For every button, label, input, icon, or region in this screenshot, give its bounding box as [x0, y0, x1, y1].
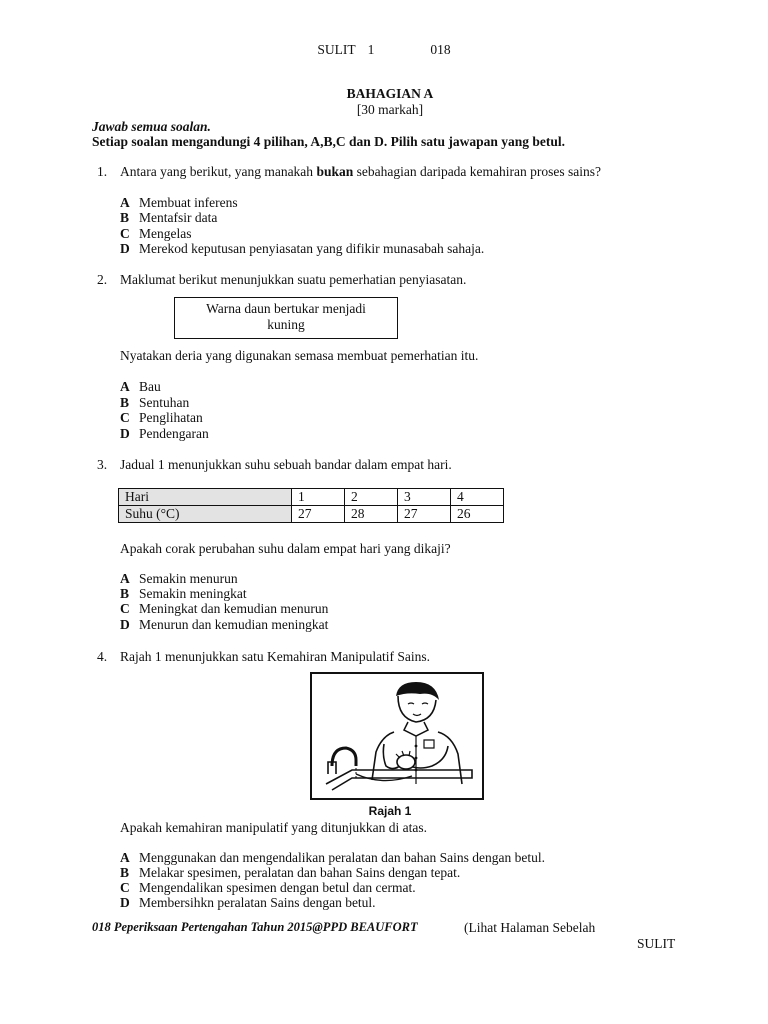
- footer-exam-title: 018 Peperiksaan Pertengahan Tahun 2015@PPD BEAUFORT: [92, 920, 418, 934]
- table-cell: 1: [292, 489, 345, 506]
- question-number: 1.: [97, 164, 108, 179]
- table-header-cell: Hari: [119, 489, 292, 506]
- option-c[interactable]: C Meningkat dan kemudian menurun: [120, 601, 329, 616]
- option-d[interactable]: D Membersihkn peralatan Sains dengan betul.: [120, 895, 376, 910]
- figure-caption: Rajah 1: [368, 804, 412, 818]
- header-classification: SULIT: [317, 42, 356, 57]
- option-d[interactable]: D Menurun dan kemudian meningkat: [120, 617, 329, 632]
- question-prompt: Nyatakan deria yang digunakan semasa membuat pemerhatian itu.: [120, 348, 479, 363]
- option-b[interactable]: B Semakin meningkat: [120, 586, 247, 601]
- question-number: 4.: [97, 649, 108, 664]
- option-d[interactable]: D Pendengaran: [120, 426, 209, 441]
- question-text: Antara yang berikut, yang manakah bukan sebahagian daripada kemahiran proses sains?: [120, 164, 602, 179]
- table-cell: 28: [345, 506, 398, 523]
- question-prompt: Apakah corak perubahan suhu dalam empat hari yang dikaji?: [120, 541, 451, 556]
- instruction-line-2: Setiap soalan mengandungi 4 pilihan, A,B,C dan D. Pilih satu jawapan yang betul.: [92, 134, 566, 149]
- option-a[interactable]: A Semakin menurun: [120, 571, 238, 586]
- instruction-line-1: Jawab semua soalan.: [92, 119, 211, 134]
- section-marks: [30 markah]: [356, 102, 424, 117]
- table-header-cell: Suhu (°C): [119, 506, 292, 523]
- table-cell: 27: [398, 506, 451, 523]
- option-b[interactable]: B Sentuhan: [120, 395, 190, 410]
- table-cell: 3: [398, 489, 451, 506]
- question-text: Maklumat berikut menunjukkan suatu pemerhatian penyiasatan.: [120, 272, 467, 287]
- option-a[interactable]: A Membuat inferens: [120, 195, 238, 210]
- figure-illustration: [310, 672, 484, 800]
- option-d[interactable]: D Merekod keputusan penyiasatan yang difikir munasabah sahaja.: [120, 241, 485, 256]
- option-a[interactable]: A Bau: [120, 379, 161, 394]
- page-header: [0, 42, 768, 58]
- question-prompt: Apakah kemahiran manipulatif yang ditunjukkan di atas.: [120, 820, 428, 835]
- question-number: 2.: [97, 272, 108, 287]
- temperature-table: [118, 488, 504, 523]
- observation-line-1: Warna daun bertukar menjadi: [206, 301, 366, 316]
- option-b[interactable]: B Melakar spesimen, peralatan dan bahan Sains dengan tepat.: [120, 865, 461, 880]
- table-cell: 26: [451, 506, 504, 523]
- question-number: 3.: [97, 457, 108, 472]
- table-cell: 4: [451, 489, 504, 506]
- option-b[interactable]: B Mentafsir data: [120, 210, 218, 225]
- option-c[interactable]: C Mengendalikan spesimen dengan betul dan cermat.: [120, 880, 416, 895]
- table-cell: 27: [292, 506, 345, 523]
- table-row: [119, 489, 504, 506]
- footer-next-page: (Lihat Halaman Sebelah: [464, 920, 596, 935]
- footer-classification: SULIT: [637, 936, 676, 951]
- question-text: Jadual 1 menunjukkan suhu sebuah bandar dalam empat hari.: [120, 457, 452, 472]
- page-number: 1: [367, 42, 375, 57]
- boy-washing-hands-illustration: [312, 674, 482, 798]
- option-c[interactable]: C Mengelas: [120, 226, 192, 241]
- section-title: BAHAGIAN A: [346, 86, 434, 101]
- option-c[interactable]: C Penglihatan: [120, 410, 203, 425]
- paper-code: 018: [430, 42, 451, 57]
- table-cell: 2: [345, 489, 398, 506]
- observation-line-2: kuning: [267, 317, 305, 332]
- observation-box: [174, 297, 398, 339]
- question-text: Rajah 1 menunjukkan satu Kemahiran Manipulatif Sains.: [120, 649, 431, 664]
- option-a[interactable]: A Menggunakan dan mengendalikan peralatan dan bahan Sains dengan betul.: [120, 850, 545, 865]
- table-row: [119, 506, 504, 523]
